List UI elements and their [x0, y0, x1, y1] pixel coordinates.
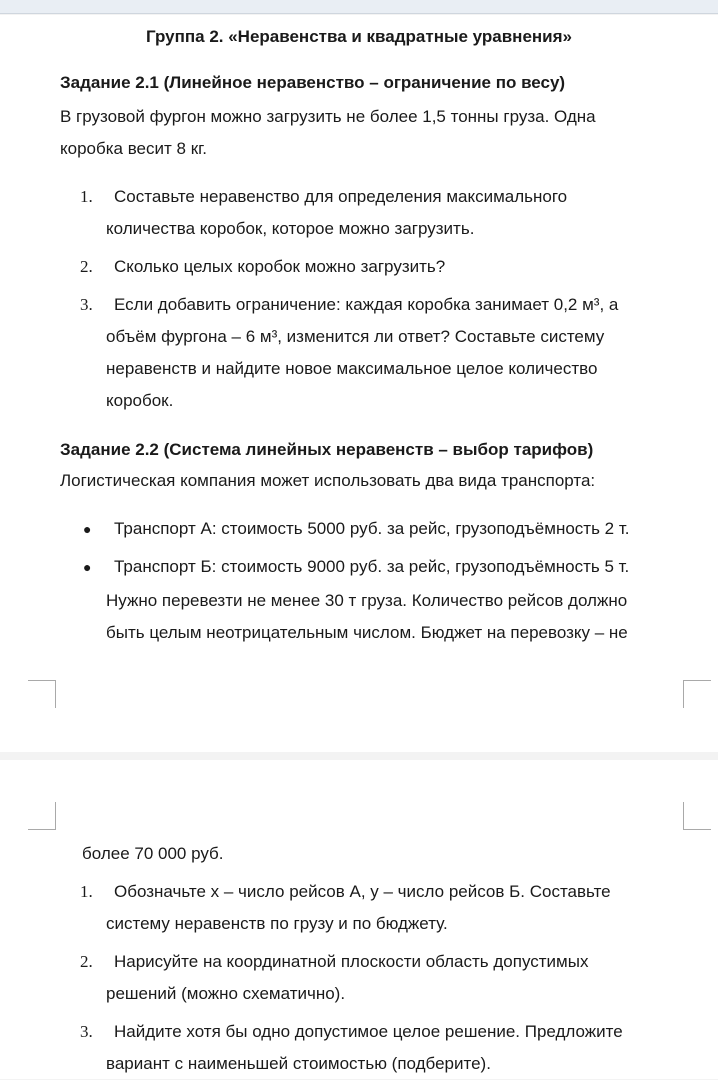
- margin-corner-mark: [683, 680, 711, 708]
- bullet-icon: ●: [83, 523, 92, 538]
- task-2-1-intro-line-2: коробка весит 8 кг.: [60, 139, 207, 158]
- item-number: 3.: [80, 1022, 93, 1041]
- bullet-icon: ●: [83, 561, 92, 576]
- document-page-2: [0, 760, 718, 1079]
- item-text-line: Нужно перевезти не менее 30 т груза. Количество рейсов должно: [106, 591, 628, 610]
- margin-corner-mark: [28, 802, 56, 830]
- task-2-2-item-3: [80, 1016, 680, 1080]
- item-text-line: Найдите хотя бы одно допустимое целое решение. Предложите: [114, 1022, 623, 1041]
- item-text-line: быть целым неотрицательным числом. Бюджет на перевозку – не: [106, 623, 628, 642]
- item-number: 1.: [80, 882, 93, 901]
- item-number: 3.: [80, 295, 93, 314]
- task-2-1-item-3: [80, 289, 680, 417]
- task-2-2-intro: Логистическая компания может использовать два вида транспорта:: [60, 471, 596, 490]
- task-2-1-item-1: [80, 181, 680, 245]
- margin-corner-mark: [683, 802, 711, 830]
- item-text-line: Нарисуйте на координатной плоскости область допустимых: [114, 952, 589, 971]
- item-text-line: решений (можно схематично).: [106, 984, 346, 1003]
- window-top-bar: [0, 0, 718, 14]
- task-2-2-bullet-2: [80, 551, 680, 649]
- task-2-1-heading: Задание 2.1 (Линейное неравенство – ограничение по весу): [60, 73, 566, 92]
- task-2-1-intro-line-1: В грузовой фургон можно загрузить не более 1,5 тонны груза. Одна: [60, 107, 596, 126]
- item-text-line: количества коробок, которое можно загрузить.: [106, 219, 475, 238]
- task-2-2-item-1: [80, 876, 680, 940]
- task-2-2-item-2: [80, 946, 680, 1010]
- item-text-line: коробок.: [106, 391, 174, 410]
- item-number: 2.: [80, 952, 93, 971]
- item-number: 2.: [80, 257, 93, 276]
- document-title: Группа 2. «Неравенства и квадратные уравнения»: [146, 27, 572, 46]
- document-page-1: [0, 15, 718, 752]
- task-2-1-item-2: [80, 251, 680, 283]
- task-2-2-bullet-1: [80, 513, 680, 547]
- continuation-text: более 70 000 руб.: [82, 844, 224, 863]
- item-text-line: систему неравенств по грузу и по бюджету.: [106, 914, 448, 933]
- task-2-1-intro: [60, 101, 660, 165]
- item-text-line: Составьте неравенство для определения максимального: [114, 187, 568, 206]
- task-2-2-heading: Задание 2.2 (Система линейных неравенств – выбор тарифов): [60, 440, 594, 459]
- item-text-line: Транспорт Б: стоимость 9000 руб. за рейс, грузоподъёмность 5 т.: [114, 557, 630, 576]
- item-text-line: Обозначьте x – число рейсов А, y – число рейсов Б. Составьте: [114, 882, 611, 901]
- item-text-line: объём фургона – 6 м³, изменится ли ответ? Составьте систему: [106, 327, 605, 346]
- item-number: 1.: [80, 187, 93, 206]
- item-text-line: Если добавить ограничение: каждая коробка занимает 0,2 м³, а: [114, 295, 619, 314]
- item-text-line: Транспорт А: стоимость 5000 руб. за рейс, грузоподъёмность 2 т.: [114, 519, 630, 538]
- item-text-line: вариант с наименьшей стоимостью (подберите).: [106, 1054, 491, 1073]
- item-text-line: Сколько целых коробок можно загрузить?: [114, 257, 446, 276]
- margin-corner-mark: [28, 680, 56, 708]
- item-text-line: неравенств и найдите новое максимальное целое количество: [106, 359, 598, 378]
